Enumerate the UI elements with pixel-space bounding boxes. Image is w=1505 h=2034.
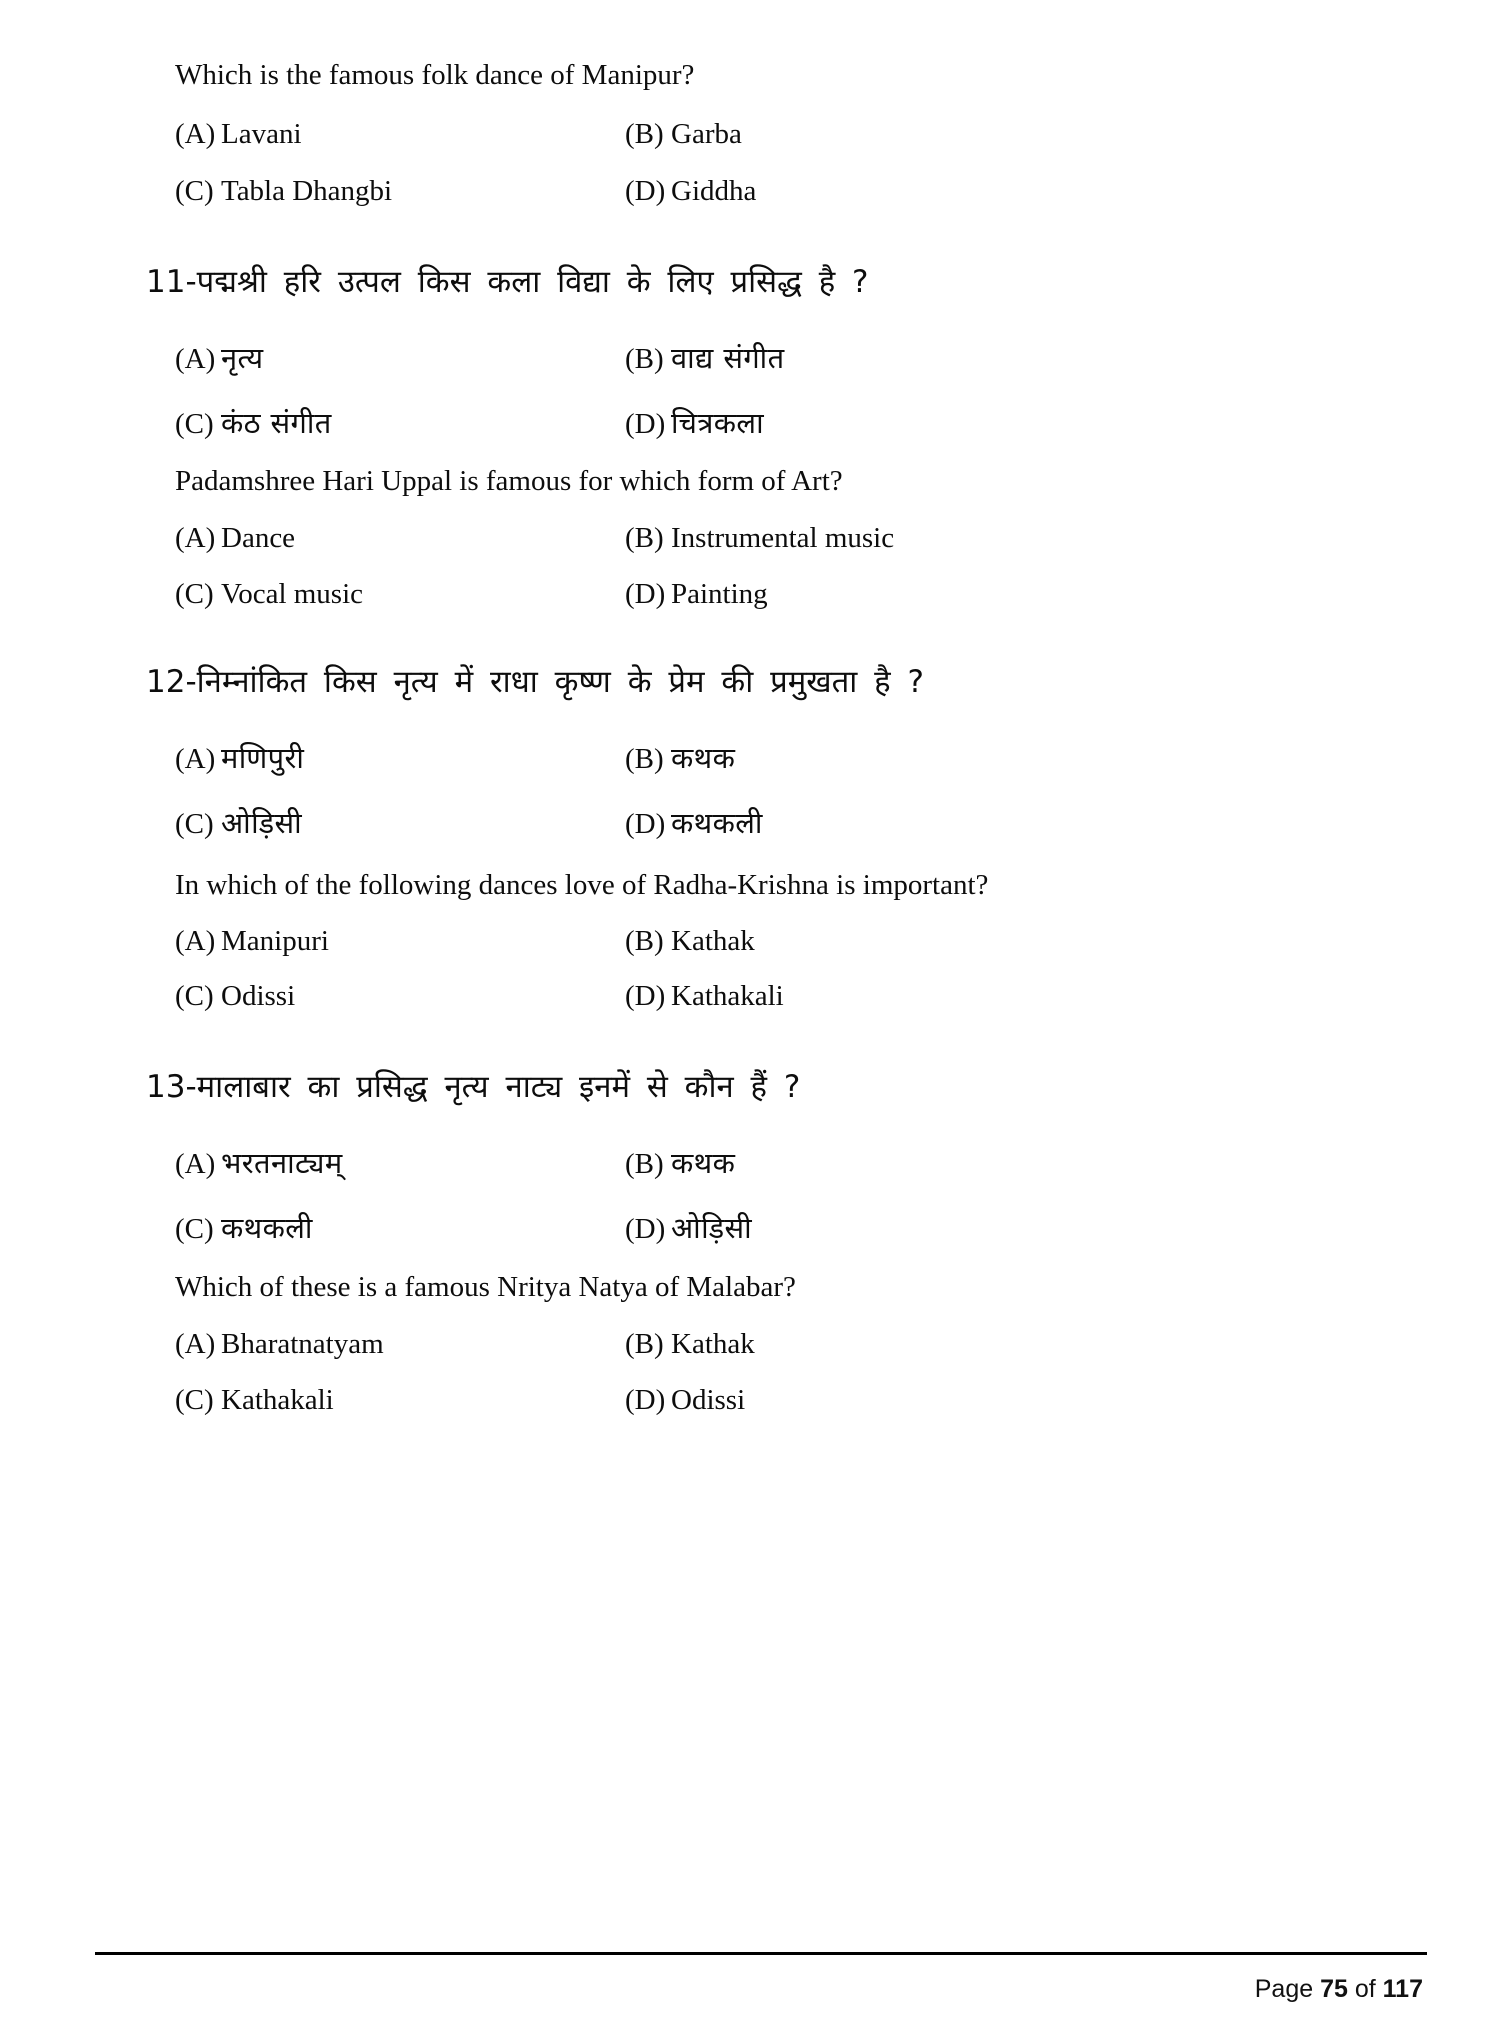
option-d[interactable] <box>625 578 1075 611</box>
question-12-english-options-row-2 <box>175 980 1335 1013</box>
option-label-a: (A) <box>175 1148 216 1180</box>
question-12-number: 12- <box>146 664 197 700</box>
option-b[interactable] <box>625 1143 1075 1182</box>
footer-prefix: Page <box>1254 1975 1314 2003</box>
question-11-stem-english: Padamshree Hari Uppal is famous for which form of Art? <box>175 465 843 497</box>
option-c[interactable] <box>175 175 625 208</box>
question-10-options-row-2 <box>175 175 1335 208</box>
question-11-hindi-options-row-2 <box>175 403 1335 442</box>
question-12-hindi-options-row-2 <box>175 803 1335 842</box>
question-11-english-options-row-2 <box>175 578 1335 611</box>
option-text-b: कथक <box>671 741 736 775</box>
option-label-d: (D) <box>625 408 666 440</box>
option-a[interactable] <box>175 118 625 151</box>
option-d[interactable] <box>625 175 1075 208</box>
option-text-d: Giddha <box>671 175 757 207</box>
option-text-b: Kathak <box>671 1328 755 1360</box>
option-label-d: (D) <box>625 578 666 610</box>
option-b[interactable] <box>625 925 1075 958</box>
option-c[interactable] <box>175 1208 625 1247</box>
option-text-d: चित्रकला <box>671 406 764 440</box>
question-13-stem-english: Which of these is a famous Nritya Natya of Malabar? <box>175 1271 796 1303</box>
question-11-stem-hindi-line <box>146 265 869 299</box>
option-text-d: कथकली <box>671 806 763 840</box>
footer-middle: of <box>1354 1975 1376 2003</box>
footer-divider <box>95 1952 1427 1955</box>
option-label-a: (A) <box>175 743 216 775</box>
option-label-d: (D) <box>625 980 666 1012</box>
option-label-a: (A) <box>175 118 216 150</box>
option-label-c: (C) <box>175 175 214 207</box>
question-10-stem-english: Which is the famous folk dance of Manipur? <box>175 59 695 91</box>
option-label-d: (D) <box>625 1213 666 1245</box>
option-text-d: Kathakali <box>671 980 784 1012</box>
option-b[interactable] <box>625 738 1075 777</box>
option-text-d: Painting <box>671 578 768 610</box>
option-label-a: (A) <box>175 522 216 554</box>
option-a[interactable] <box>175 338 625 377</box>
question-13-english-options-row-2 <box>175 1384 1335 1417</box>
option-d[interactable] <box>625 1208 1075 1247</box>
option-label-c: (C) <box>175 1213 214 1245</box>
question-13-hindi-options-row-1 <box>175 1143 1335 1182</box>
option-text-b: Garba <box>671 118 742 150</box>
option-label-b: (B) <box>625 118 664 150</box>
option-text-a: Bharatnatyam <box>221 1328 384 1360</box>
question-11-english-options-row-1 <box>175 522 1335 555</box>
option-label-b: (B) <box>625 343 664 375</box>
option-c[interactable] <box>175 403 625 442</box>
option-c[interactable] <box>175 980 625 1013</box>
option-text-a: Manipuri <box>221 925 329 957</box>
option-text-b: कथक <box>671 1146 736 1180</box>
option-label-c: (C) <box>175 408 214 440</box>
option-label-c: (C) <box>175 1384 214 1416</box>
option-a[interactable] <box>175 925 625 958</box>
option-text-a: मणिपुरी <box>221 741 305 775</box>
option-label-b: (B) <box>625 925 664 957</box>
question-10-options-row-1 <box>175 118 1335 151</box>
question-12-hindi-options-row-1 <box>175 738 1335 777</box>
question-13-stem-hindi: मालाबार का प्रसिद्ध नृत्य नाट्य इनमें से कौन हैं ? <box>196 1069 801 1105</box>
question-11-hindi-options-row-1 <box>175 338 1335 377</box>
option-a[interactable] <box>175 522 625 555</box>
option-text-c: Odissi <box>221 980 296 1012</box>
option-label-c: (C) <box>175 578 214 610</box>
option-text-d: Odissi <box>671 1384 746 1416</box>
option-label-a: (A) <box>175 925 216 957</box>
option-text-a: नृत्य <box>221 341 264 375</box>
option-text-c: कंठ संगीत <box>221 406 332 440</box>
option-text-b: Instrumental music <box>671 522 895 554</box>
option-label-c: (C) <box>175 980 214 1012</box>
option-a[interactable] <box>175 1143 625 1182</box>
option-text-b: Kathak <box>671 925 755 957</box>
option-label-d: (D) <box>625 808 666 840</box>
footer-current-page: 75 <box>1320 1975 1348 2003</box>
option-b[interactable] <box>625 1328 1075 1361</box>
question-13-number: 13- <box>146 1069 197 1105</box>
option-label-b: (B) <box>625 1148 664 1180</box>
option-text-c: Tabla Dhangbi <box>221 175 393 207</box>
option-text-b: वाद्य संगीत <box>671 341 785 375</box>
option-label-b: (B) <box>625 743 664 775</box>
option-b[interactable] <box>625 338 1075 377</box>
option-c[interactable] <box>175 803 625 842</box>
question-13-stem-hindi-line <box>146 1070 800 1104</box>
option-b[interactable] <box>625 522 1075 555</box>
option-c[interactable] <box>175 578 625 611</box>
option-text-c: Vocal music <box>221 578 364 610</box>
question-11-stem-hindi: पद्मश्री हरि उत्पल किस कला विद्या के लिए प्रसिद्ध है ? <box>196 264 869 300</box>
option-label-c: (C) <box>175 808 214 840</box>
option-text-a: Lavani <box>221 118 302 150</box>
option-d[interactable] <box>625 980 1075 1013</box>
option-a[interactable] <box>175 738 625 777</box>
option-text-c: कथकली <box>221 1211 313 1245</box>
footer-page-number <box>1255 1975 1423 2004</box>
option-label-b: (B) <box>625 1328 664 1360</box>
option-label-a: (A) <box>175 1328 216 1360</box>
option-label-b: (B) <box>625 522 664 554</box>
question-11-number: 11- <box>146 264 197 300</box>
question-13-english-options-row-1 <box>175 1328 1335 1361</box>
footer-total-pages: 117 <box>1382 1975 1423 2003</box>
option-d[interactable] <box>625 403 1075 442</box>
option-d[interactable] <box>625 803 1075 842</box>
question-12-stem-english: In which of the following dances love of Radha-Krishna is important? <box>175 869 989 901</box>
option-a[interactable] <box>175 1328 625 1361</box>
option-c[interactable] <box>175 1384 625 1417</box>
option-text-d: ओड़िसी <box>671 1211 753 1245</box>
question-13-hindi-options-row-2 <box>175 1208 1335 1247</box>
option-text-a: Dance <box>221 522 296 554</box>
option-label-d: (D) <box>625 175 666 207</box>
option-label-a: (A) <box>175 343 216 375</box>
option-d[interactable] <box>625 1384 1075 1417</box>
question-12-english-options-row-1 <box>175 925 1335 958</box>
question-12-stem-hindi-line <box>146 665 924 699</box>
option-text-a: भरतनाट्यम् <box>221 1146 343 1180</box>
question-12-stem-hindi: निम्नांकित किस नृत्य में राधा कृष्ण के प्रेम की प्रमुखता है ? <box>196 664 924 700</box>
option-text-c: Kathakali <box>221 1384 334 1416</box>
option-b[interactable] <box>625 118 1075 151</box>
option-label-d: (D) <box>625 1384 666 1416</box>
option-text-c: ओड़िसी <box>221 806 303 840</box>
